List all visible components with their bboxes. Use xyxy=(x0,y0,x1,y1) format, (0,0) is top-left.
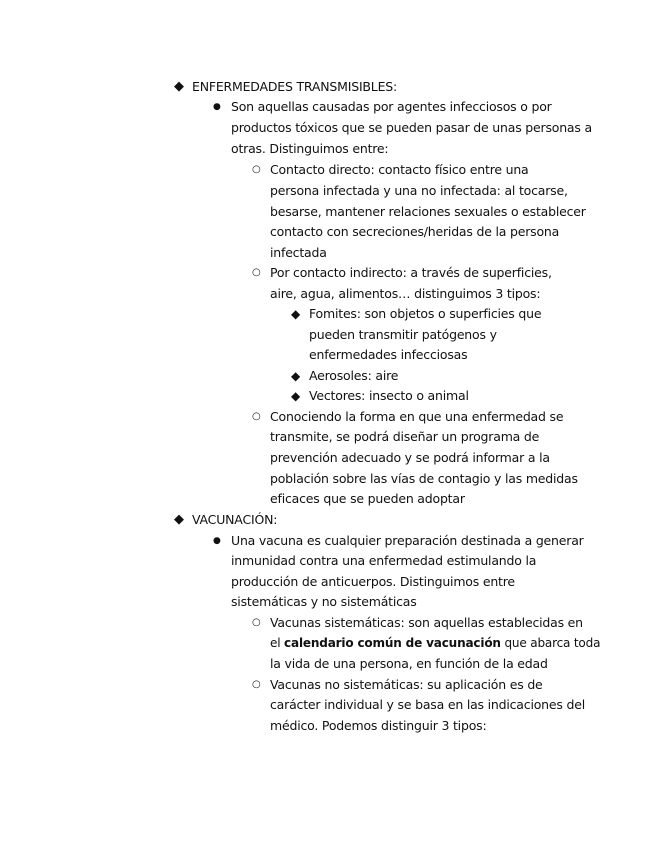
paragraph-line: aire, agua, alimentos… distinguimos 3 tipos: xyxy=(270,286,541,301)
disc-bullet-icon: ● xyxy=(213,102,221,112)
paragraph-line: besarse, mantener relaciones sexuales o establecer xyxy=(270,204,586,219)
diamond-bullet-icon: ◆ xyxy=(174,512,184,527)
paragraph-line: infectada xyxy=(270,245,327,260)
diamond-bullet-icon: ◆ xyxy=(291,369,301,383)
section-heading-enfermedades: ENFERMEDADES TRANSMISIBLES: xyxy=(192,79,398,94)
text-fragment: que abarca toda xyxy=(504,635,601,650)
paragraph-line: Contacto directo: contacto físico entre una xyxy=(270,162,529,177)
diamond-bullet-icon: ◆ xyxy=(291,389,301,403)
paragraph-line: transmite, se podrá diseñar un programa de xyxy=(270,429,540,444)
paragraph-line-calendario xyxy=(270,633,600,653)
diamond-bullet-icon: ◆ xyxy=(291,307,301,321)
paragraph-line: prevención adecuado y se podrá informar a la xyxy=(270,450,550,465)
paragraph-line: Vacunas sistemáticas: son aquellas establecidas en xyxy=(270,615,583,630)
disc-bullet-icon: ● xyxy=(213,536,221,546)
paragraph-line: población sobre las vías de contagio y las medidas xyxy=(270,471,578,486)
paragraph-line: Aerosoles: aire xyxy=(309,368,399,383)
paragraph-line: otras. Distinguimos entre: xyxy=(231,141,389,156)
paragraph-line: sistemáticas y no sistemáticas xyxy=(231,594,417,609)
circle-bullet-icon: ○ xyxy=(252,617,261,628)
circle-bullet-icon: ○ xyxy=(252,267,261,278)
paragraph-line: Conociendo la forma en que una enfermedad se xyxy=(270,409,564,424)
paragraph-line: Son aquellas causadas por agentes infecciosos o por xyxy=(231,99,552,114)
paragraph-line: contacto con secreciones/heridas de la persona xyxy=(270,224,560,239)
paragraph-line: pueden transmitir patógenos y xyxy=(309,327,497,342)
paragraph-line: Por contacto indirecto: a través de superficies, xyxy=(270,265,552,280)
paragraph-line: inmunidad contra una enfermedad estimulando la xyxy=(231,553,537,568)
section-heading-vacunacion: VACUNACIÓN: xyxy=(192,512,278,527)
circle-bullet-icon: ○ xyxy=(252,164,261,175)
paragraph-line: Vectores: insecto o animal xyxy=(309,388,469,403)
calendario-emphasis: calendario común de vacunación xyxy=(284,635,501,650)
paragraph-line: carácter individual y se basa en las indicaciones del xyxy=(270,697,585,712)
text-fragment: el xyxy=(270,635,281,650)
circle-bullet-icon: ○ xyxy=(252,411,261,422)
paragraph-line: producción de anticuerpos. Distinguimos entre xyxy=(231,574,515,589)
paragraph-line: Una vacuna es cualquier preparación destinada a generar xyxy=(231,533,584,548)
paragraph-line: la vida de una persona, en función de la edad xyxy=(270,656,548,671)
paragraph-line: persona infectada y una no infectada: al tocarse, xyxy=(270,183,568,198)
paragraph-line: Vacunas no sistemáticas: su aplicación es de xyxy=(270,677,543,692)
paragraph-line: eficaces que se pueden adoptar xyxy=(270,491,465,506)
paragraph-line: médico. Podemos distinguir 3 tipos: xyxy=(270,718,487,733)
circle-bullet-icon: ○ xyxy=(252,679,261,690)
paragraph-line: productos tóxicos que se pueden pasar de unas personas a xyxy=(231,120,592,135)
diamond-bullet-icon: ◆ xyxy=(174,79,184,94)
paragraph-line: enfermedades infecciosas xyxy=(309,347,468,362)
paragraph-line: Fomites: son objetos o superficies que xyxy=(309,306,542,321)
